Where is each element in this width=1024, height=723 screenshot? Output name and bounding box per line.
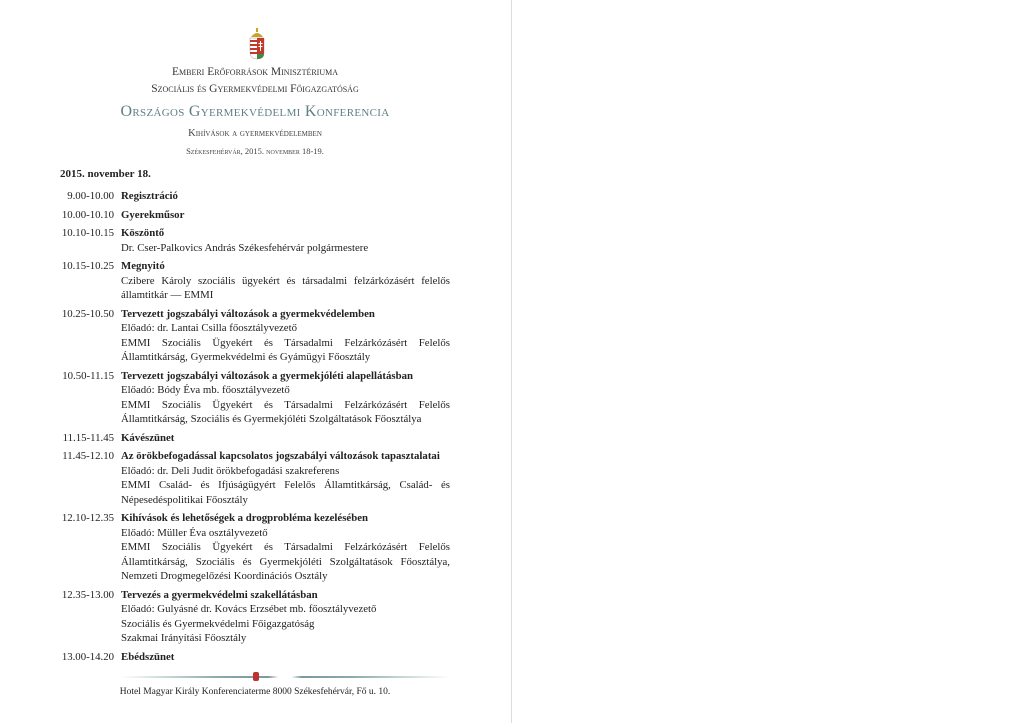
program-time: 11.45-12.10 — [62, 450, 114, 462]
program-time: 12.10-12.35 — [61, 512, 114, 524]
program-content — [121, 650, 450, 665]
program-item — [48, 369, 450, 427]
program-time: 11.15-11.45 — [62, 431, 114, 444]
program-detail: Szociális és Gyermekvédelmi Főigazgatóság — [121, 617, 315, 630]
footer-divider — [120, 676, 450, 678]
program-title: Az örökbefogadással kapcsolatos jogszabályi változások tapasztalatai — [121, 450, 440, 462]
program-time: 10.00-10.10 — [61, 208, 114, 221]
program-content — [121, 369, 450, 427]
program-detail: EMMI Szociális Ügyekért és Társadalmi Felzárkózásért Felelős Államtitkárság, Szociális és Gyermekjóléti Szolgáltatások Főosztálya — [121, 398, 450, 425]
program-detail: Dr. Cser-Palkovics András Székesfehérvár polgármestere — [121, 241, 369, 254]
program-content — [121, 189, 450, 204]
program-title: Megnyitó — [121, 260, 165, 272]
conference-title: Országos Gyermekvédelmi Konferencia — [120, 103, 390, 120]
program-title: Tervezett jogszabályi változások a gyermekjóléti alapellátásban — [121, 369, 413, 382]
program-speaker: Előadó: Gulyásné dr. Kovács Erzsébet mb. főosztályvezető — [121, 603, 377, 615]
program-time: 10.25-10.50 — [61, 307, 114, 320]
program-item — [48, 307, 450, 365]
program-speaker: Előadó: Bódy Éva mb. főosztályvezető — [121, 384, 290, 396]
program-item — [48, 226, 450, 255]
program-item — [48, 189, 450, 204]
program-speaker: Előadó: dr. Deli Judit örökbefogadási szakreferens — [121, 464, 340, 477]
conference-place-date: Székesfehérvár, 2015. november 18-19. — [186, 146, 324, 156]
program-time: 10.50-11.15 — [62, 369, 114, 382]
program-title: Ebédszünet — [121, 650, 175, 663]
program-item — [48, 449, 450, 507]
program-content — [121, 259, 450, 303]
program-detail: Czibere Károly szociális ügyekért és társadalmi felzárkózásért felelős államtitkár — EMMI — [121, 274, 450, 301]
program-title: Kávészünet — [121, 431, 175, 444]
program-speaker: Előadó: Müller Éva osztályvezető — [121, 526, 268, 539]
program-detail: EMMI Szociális Ügyekért és Társadalmi Felzárkózásért Felelős Államtitkárság, Szociális és Gyermekjóléti Szolgáltatások Főosztálya, Nemzeti Drogmegelőzési Koordinációs Osztály — [121, 541, 450, 582]
program-content — [121, 588, 450, 646]
page-divider — [511, 0, 512, 723]
program-list — [48, 189, 450, 664]
program-time: 12.35-13.00 — [61, 588, 114, 601]
program-time: 9.00-10.00 — [67, 190, 114, 202]
footer — [48, 672, 450, 702]
program-detail: Szakmai Irányítási Főosztály — [121, 632, 247, 644]
program-content — [121, 511, 450, 584]
program-title: Tervezett jogszabályi változások a gyermekvédelemben — [121, 307, 375, 320]
program-time: 13.00-14.20 — [61, 650, 114, 663]
program-item — [48, 511, 450, 584]
program-detail: EMMI Család- és Ifjúságügyért Felelős Államtitkárság, Család- és Népesedéspolitikai Főosztály — [121, 479, 450, 506]
conference-subtitle: Kihívások a gyermekvédelemben — [188, 128, 322, 139]
program-content — [121, 431, 450, 446]
program-title: Gyerekműsor — [121, 208, 185, 221]
program-title: Kihívások és lehetőségek a drogprobléma kezelésében — [121, 512, 369, 524]
program-time: 10.10-10.15 — [61, 227, 114, 239]
ministry-name: Emberi Erőforrások Minisztériuma — [171, 66, 339, 78]
program-time: 10.15-10.25 — [61, 260, 114, 272]
footer-coat-of-arms-icon — [253, 672, 259, 681]
program-item — [48, 431, 450, 446]
program-item — [48, 588, 450, 646]
directorate-name: Szociális és Gyermekvédelmi Főigazgatóság — [151, 83, 359, 95]
day-heading: 2015. november 18. — [60, 168, 151, 180]
program-content — [121, 307, 450, 365]
program-content — [121, 226, 450, 255]
program-item — [48, 650, 450, 665]
coat-of-arms-logo — [247, 28, 267, 60]
program-item — [48, 208, 450, 223]
program-content — [121, 208, 450, 223]
program-title: Regisztráció — [121, 190, 178, 202]
program-title: Tervezés a gyermekvédelmi szakellátásban — [121, 588, 318, 601]
program-speaker: Előadó: dr. Lantai Csilla főosztályvezető — [121, 322, 297, 334]
program-detail: EMMI Szociális Ügyekért és Társadalmi Felzárkózásért Felelős Államtitkárság, Gyermekvédelmi és Gyámügyi Főosztály — [121, 336, 450, 363]
program-item — [48, 259, 450, 303]
program-flow — [48, 189, 450, 702]
program-title: Köszöntő — [121, 227, 165, 239]
program-content — [121, 449, 450, 507]
venue-address: Hotel Magyar Király Konferenciaterme 8000 Székesfehérvár, Fő u. 10. — [119, 687, 391, 697]
